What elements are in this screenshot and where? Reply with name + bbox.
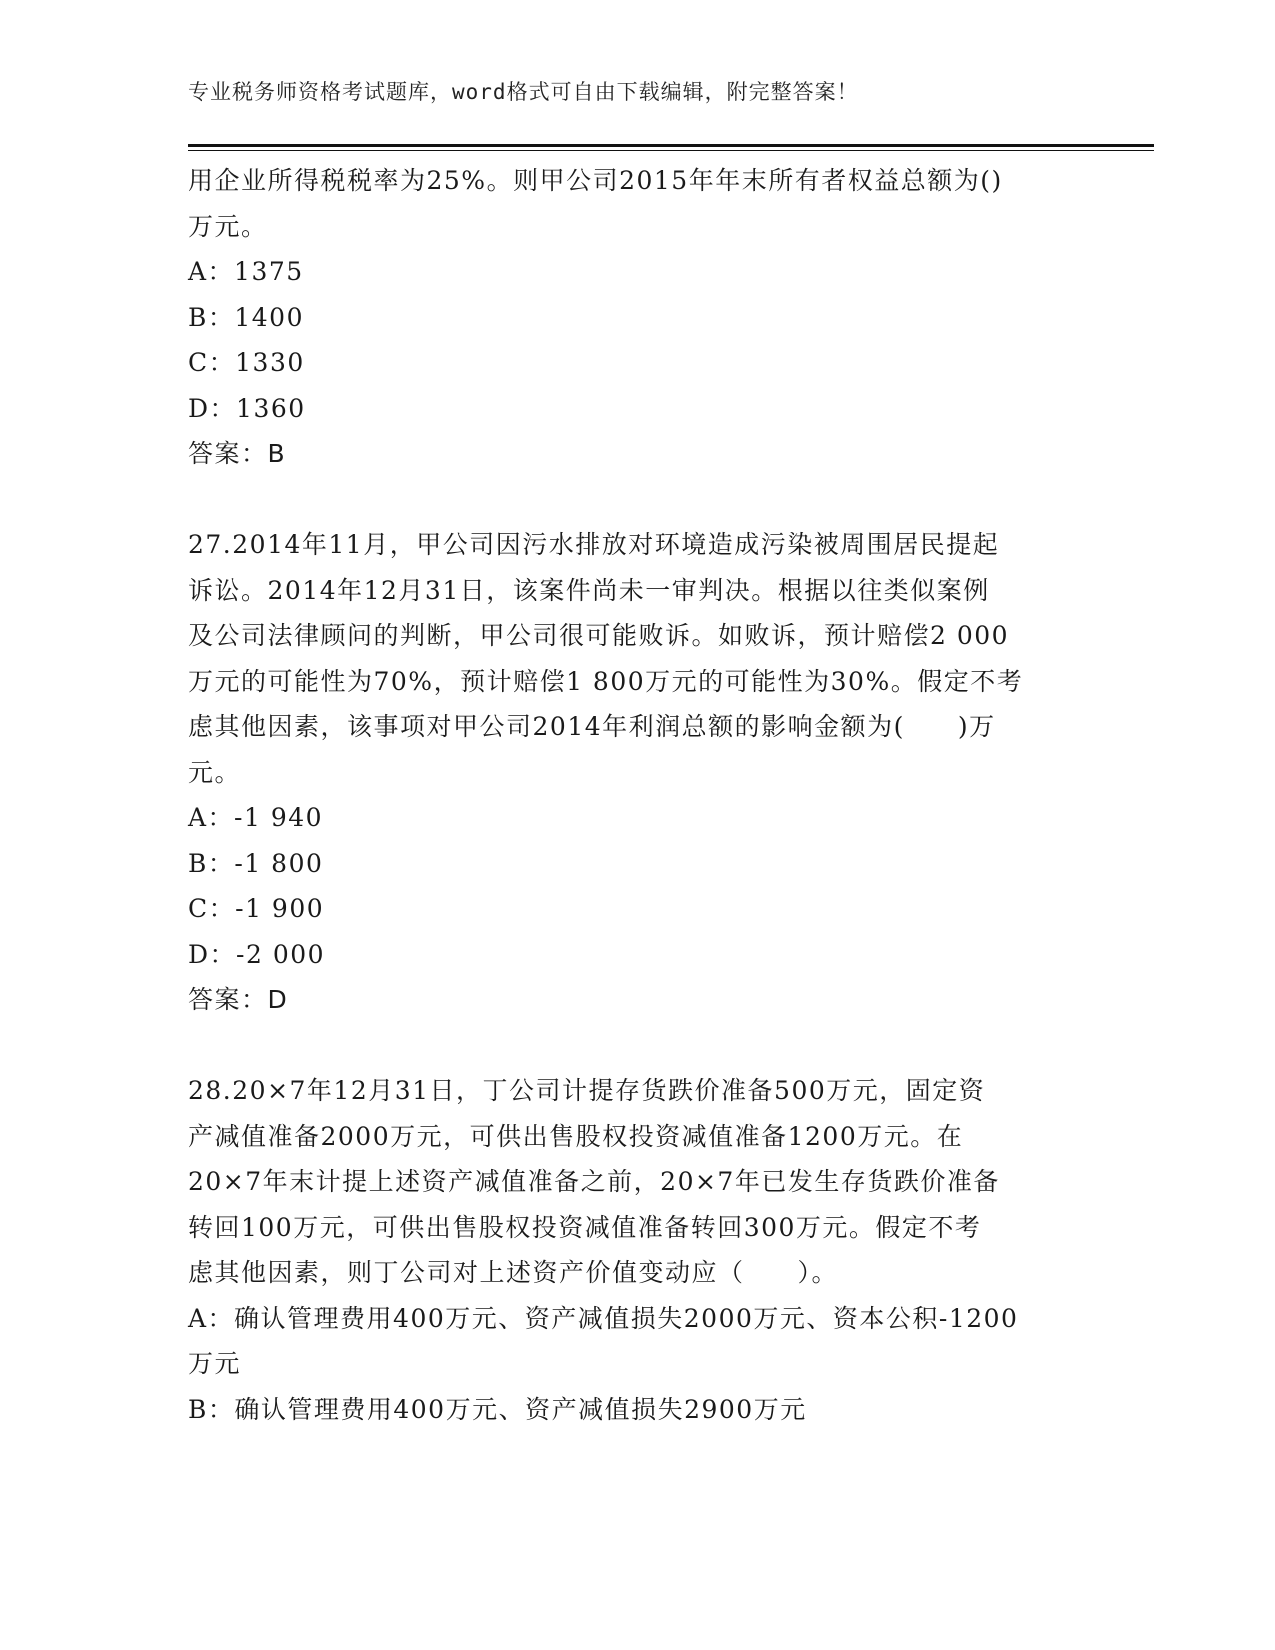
option-a-continued: 万元: [188, 1349, 242, 1378]
question-stem-line: 元。: [188, 757, 242, 787]
question-stem-line: 虑其他因素，该事项对甲公司2014年利润总额的影响金额为( )万: [188, 712, 996, 741]
question-stem-line: 20×7年末计提上述资产减值准备之前，20×7年已发生存货跌价准备: [188, 1167, 1000, 1196]
spacer: [188, 477, 1088, 523]
header-rule-thick: [188, 144, 1154, 147]
question-28: [188, 1068, 1088, 1432]
question-stem-line: 虑其他因素，则丁公司对上述资产价值变动应（ ）。: [188, 1258, 839, 1287]
option-a: A：确认管理费用400万元、资产减值损失2000万元、资本公积-1200: [188, 1303, 1019, 1333]
page-header: 专业税务师资格考试题库，word格式可自由下载编辑，附完整答案！: [188, 80, 859, 104]
question-stem-line: 产减值准备2000万元，可供出售股权投资减值准备1200万元。在: [188, 1121, 964, 1151]
question-26: [188, 158, 1088, 477]
option-a: A：1375: [188, 257, 304, 286]
option-c: C：1330: [188, 348, 305, 377]
option-b: B：1400: [188, 302, 304, 332]
option-d: D：-2 000: [188, 939, 326, 969]
question-stem-line: 及公司法律顾问的判断，甲公司很可能败诉。如败诉，预计赔偿2 000: [188, 621, 1010, 650]
option-b: B：确认管理费用400万元、资产减值损失2900万元: [188, 1394, 807, 1424]
question-stem-line: 用企业所得税税率为25%。则甲公司2015年年末所有者权益总额为(): [188, 166, 1003, 195]
question-stem-line: 27.2014年11月，甲公司因污水排放对环境造成污染被周围居民提起: [188, 530, 1000, 559]
question-stem-line: 万元的可能性为70%，预计赔偿1 800万元的可能性为30%。假定不考: [188, 666, 1024, 696]
option-a: A：-1 940: [188, 803, 324, 832]
option-d: D：1360: [188, 393, 306, 423]
document-body: [188, 158, 1088, 1432]
answer: 答案：D: [188, 985, 289, 1014]
question-stem-line: 万元。: [188, 211, 268, 241]
header-rule-thin: [188, 150, 1154, 151]
option-b: B：-1 800: [188, 848, 324, 878]
spacer: [188, 1023, 1088, 1069]
question-27: [188, 522, 1088, 1023]
answer: 答案：B: [188, 439, 287, 468]
question-stem-line: 诉讼。2014年12月31日，该案件尚未一审判决。根据以往类似案例: [188, 575, 990, 605]
question-stem-line: 转回100万元，可供出售股权投资减值准备转回300万元。假定不考: [188, 1212, 982, 1242]
option-c: C：-1 900: [188, 894, 325, 923]
question-stem-line: 28.20×7年12月31日，丁公司计提存货跌价准备500万元，固定资: [188, 1076, 986, 1105]
